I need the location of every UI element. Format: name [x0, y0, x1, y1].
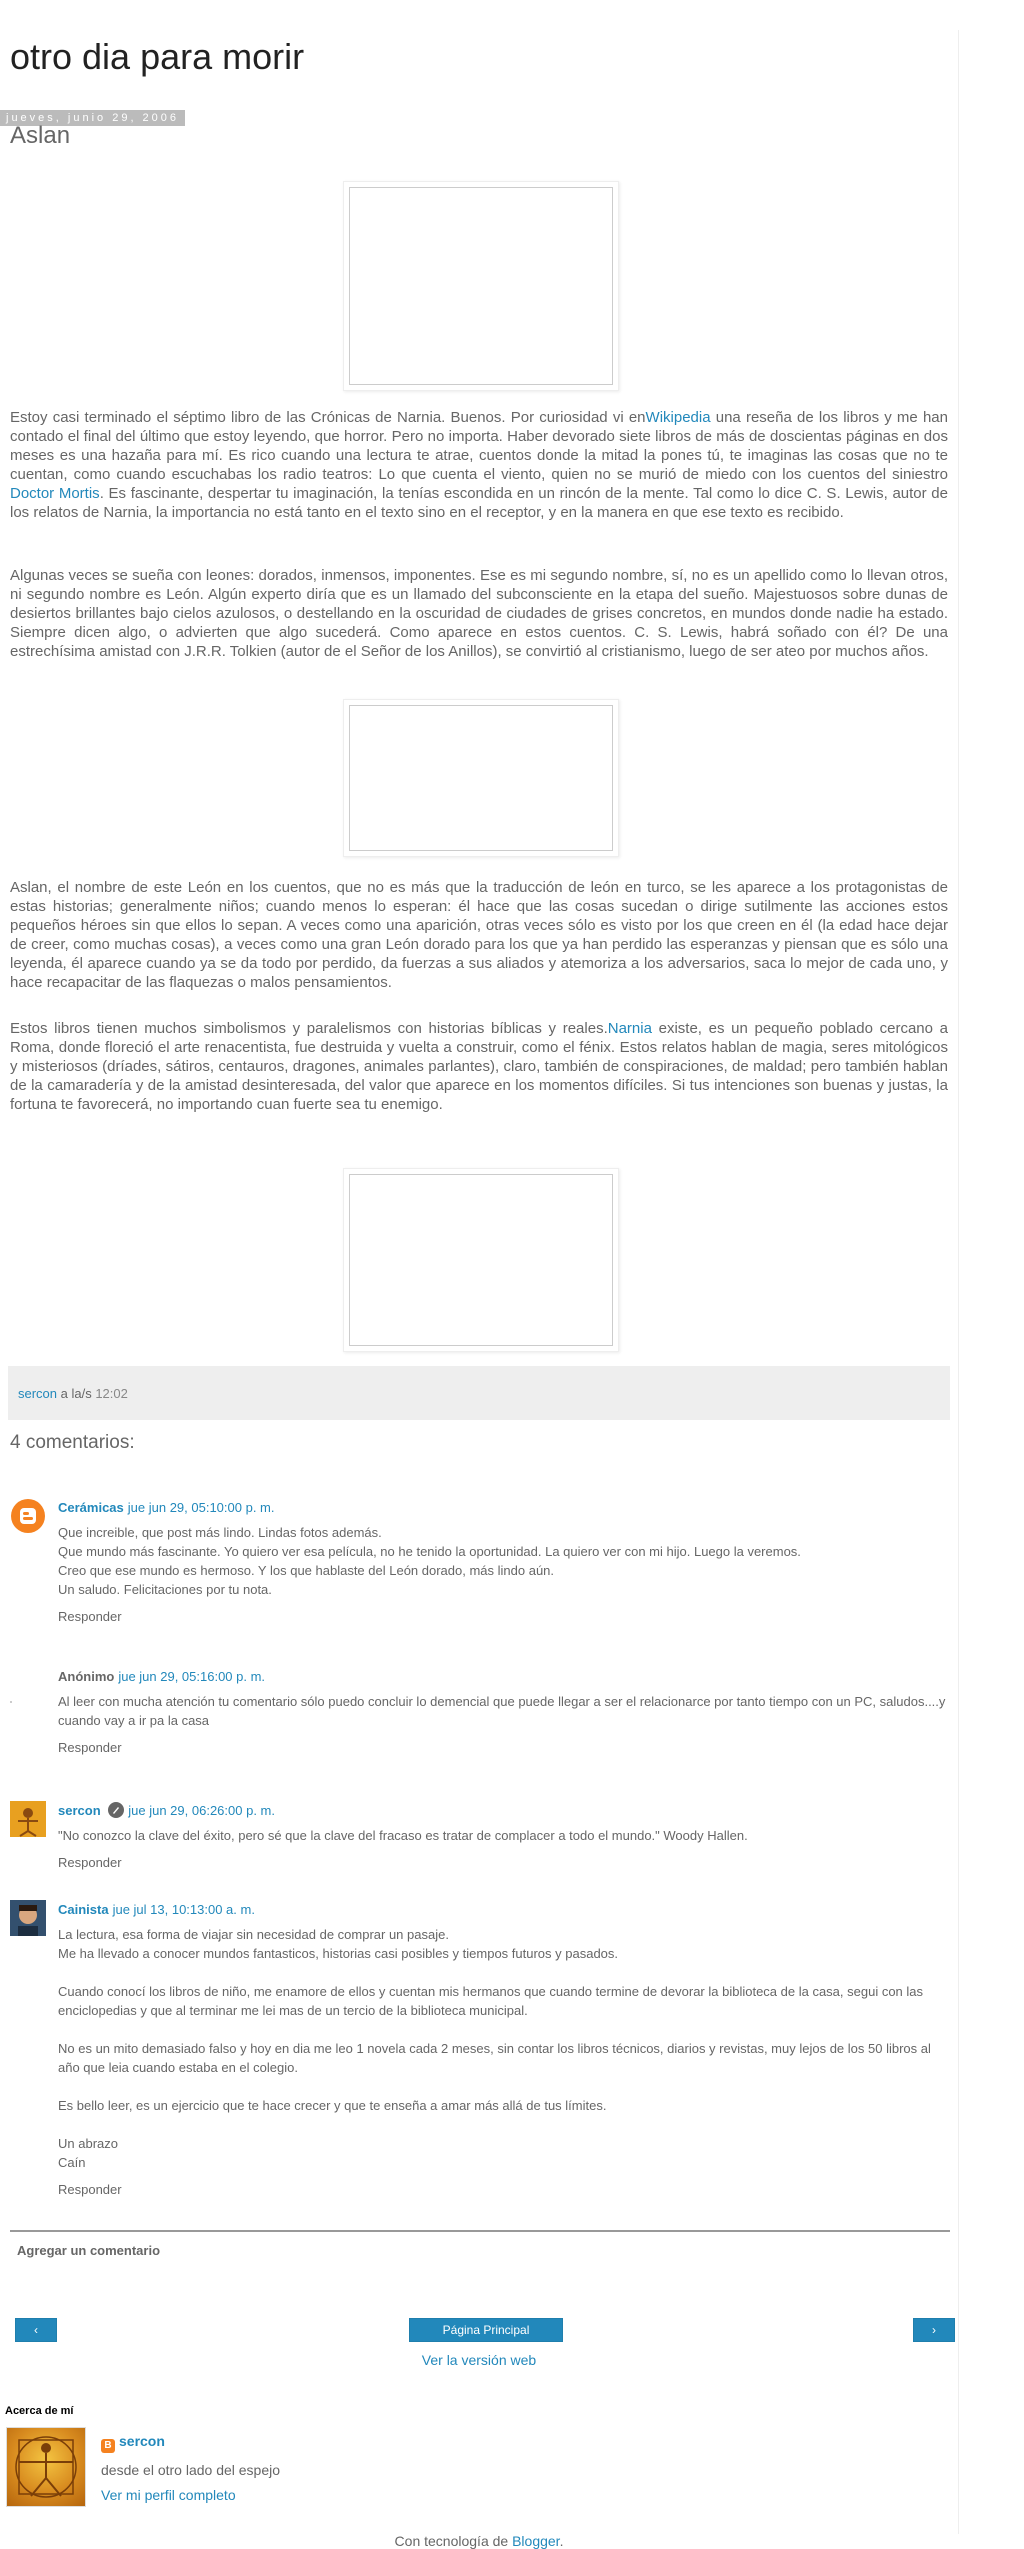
- comment-author: Anónimo: [58, 1669, 115, 1684]
- author-badge-icon: [108, 1802, 124, 1818]
- comment: [10, 1498, 950, 1624]
- profile-description: desde el otro lado del espejo: [101, 2462, 281, 2478]
- comment-text: Que increible, que post más lindo. Lindas fotos además. Que mundo más fascinante. Yo quiero ver esa película, no he tenido la oportunidad. La quiero ver con mi hijo. Luego la veremos. Creo que ese mundo es hermoso. Y los que hablaste del León dorado, más lindo aún. Un saludo. Felicitaciones por tu nota.: [58, 1525, 801, 1597]
- about-heading: Acerca de mí: [5, 2405, 74, 2417]
- post-image-3[interactable]: [343, 1168, 619, 1352]
- post-author-link[interactable]: sercon: [18, 1386, 58, 1401]
- comment-author[interactable]: Cainista: [58, 1902, 109, 1917]
- post-timestamp[interactable]: 12:02: [95, 1386, 128, 1401]
- home-button[interactable]: Página Principal: [409, 2318, 563, 2342]
- next-post-button[interactable]: ›: [913, 2318, 955, 2342]
- full-profile-link[interactable]: Ver mi perfil completo: [101, 2487, 236, 2503]
- reply-link[interactable]: Responder: [58, 1609, 122, 1624]
- blog-page: [0, 30, 959, 2549]
- comment-timestamp[interactable]: jue jun 29, 05:16:00 p. m.: [118, 1669, 266, 1684]
- reply-link[interactable]: Responder: [58, 1740, 122, 1755]
- post-paragraph-3: Aslan, el nombre de este León en los cuentos, que no es más que la traducción de león en turco, se les aparece a los protagonistas de estas historias; generalmente niños; cuando menos lo esperan: él hace que las cosas sucedan o dirige sutilmente las acciones estos pequeños héroes sin que ellos lo sepan. A veces como una aparición, otras veces sólo es visto por los que creen en él (la edad hace dejar de creer, como muchas cosas), a veces como una gran León dorado para los que ya han perdido las esperanzas y piensan que es sólo una leyenda, él aparece cuando ya se da todo por perdido, da fuerzas a sus aliados y atemoriza a los adversarios, saca lo mejor de cada uno, y hace recapacitar de las flaquezas o malos pensamientos.: [10, 879, 948, 991]
- anonymous-avatar-icon: [10, 1667, 46, 1703]
- comment-text: "No conozco la clave del éxito, pero sé que la clave del fracaso es tratar de complacer a todo el mundo." Woody Hallen.: [58, 1828, 748, 1843]
- powered-by: Con tecnología de Blogger.: [394, 2533, 564, 2549]
- blogger-link[interactable]: Blogger: [512, 2533, 560, 2549]
- comment-text: La lectura, esa forma de viajar sin necesidad de comprar un pasaje. Me ha llevado a conocer mundos fantasticos, historias casi posibles y tiempos futuros y pasados. Cuando conocí los libros de niño, me enamore de ellos y cuentan mis hermanos que cuando termine de devorar la biblioteca de la casa, segui con las enciclopedias y que al terminar me lei mas de un tercio de la biblioteca municipal. No es un mito demasiado falso y hoy en dia me leo 1 novela cada 2 meses, sin contar los libros técnicos, diarios y revistas, muy lejos de los 50 libros al año que leia cuando estaba en el colegio. Es bello leer, es un ejercicio que te hace crecer y que te enseña a amar más allá de tus límites. Un abrazo Caín: [58, 1927, 931, 2170]
- post-title: Aslan: [10, 122, 71, 149]
- narnia-link[interactable]: Narnia: [607, 1020, 652, 1037]
- blogger-icon: B: [101, 2439, 115, 2453]
- profile-photo[interactable]: [6, 2427, 86, 2507]
- post-paragraph-2: Algunas veces se sueña con leones: dorados, inmensos, imponentes. Ese es mi segundo nombre, sí, no es un apellido como lo llevan otros, ni segundo nombre es León. Algún experto diría que es un llamado del subconsciente en la etapa del sueño. Majestuosos sobre dunas de desiertos brillantes bajo cielos azulosos, o destellando en la oscuridad de ciudades de grises concretos, en mundos donde nadie ha estado. Siempre dicen algo, o advierten que algo sucederá. Como aparece en estos cuentos. C. S. Lewis, habrá soñado con él? De una estrechísima amistad con J.R.R. Tolkien (autor de el Señor de los Anillos), se convirtió al cristianismo, luego de ser ateo por muchos años.: [10, 567, 948, 660]
- blog-title[interactable]: otro dia para morir: [10, 36, 305, 77]
- post-paragraph-1: Estoy casi terminado el séptimo libro de las Crónicas de Narnia. Buenos. Por curiosidad vi enWikipedia una reseña de los libros y me han contado el final del último que estoy leyendo, que horror. Pero no importa. Haber devorado siete libros de más de doscientas páginas en dos meses es una hazaña para mí. Es rico cuando una lectura te atrae, cuentos donde la mitad la pones tú, te imaginas las cosas que no te cuentan, como cuando escuchabas los radio teatros: Lo que cuenta el viento, quien no se murió de miedo con los cuentos del siniestro Doctor Mortis. Es fascinante, despertar tu imaginación, la tenías escondida en un rincón de la mente. Tal como lo dice C. S. Lewis, autor de los relatos de Narnia, la importancia no está tanto en el texto sino en el receptor, y en la manera en que ese texto es recibido.: [10, 409, 948, 521]
- post-footer: sercon a la/s 12:02: [8, 1366, 950, 1420]
- post-image-2[interactable]: [343, 699, 619, 857]
- prev-post-button[interactable]: ‹: [15, 2318, 57, 2342]
- comment-timestamp[interactable]: jue jun 29, 05:10:00 p. m.: [127, 1500, 275, 1515]
- wikipedia-link[interactable]: Wikipedia: [645, 409, 711, 426]
- comments-heading: 4 comentarios:: [10, 1432, 135, 1453]
- comment-timestamp[interactable]: jue jul 13, 10:13:00 a. m.: [112, 1902, 255, 1917]
- comment-timestamp[interactable]: jue jun 29, 06:26:00 p. m.: [128, 1803, 275, 1818]
- post-date: jueves, junio 29, 2006: [0, 110, 185, 126]
- profile-name-link[interactable]: sercon: [119, 2433, 165, 2449]
- comment-author[interactable]: Cerámicas: [58, 1500, 124, 1515]
- web-version-link[interactable]: Ver la versión web: [421, 2352, 537, 2368]
- comment: [10, 1667, 950, 1755]
- user-avatar-icon[interactable]: [10, 1801, 46, 1837]
- comment-text: Al leer con mucha atención tu comentario sólo puedo concluir lo demencial que puede llegar a ser el relacionarce por tanto tiempo con un PC, saludos....y cuando vay a ir pa la casa: [58, 1694, 946, 1728]
- reply-link[interactable]: Responder: [58, 1855, 122, 1870]
- comments-divider: [10, 2230, 950, 2232]
- comment: [10, 1801, 950, 1871]
- post-image-1[interactable]: [343, 181, 619, 391]
- comment-author[interactable]: sercon: [58, 1803, 101, 1818]
- add-comment-link[interactable]: Agregar un comentario: [17, 2243, 161, 2258]
- comment: [10, 1900, 950, 2210]
- user-avatar-icon[interactable]: [10, 1900, 46, 1936]
- blogger-avatar-icon[interactable]: [10, 1498, 46, 1534]
- post-paragraph-4: Estos libros tienen muchos simbolismos y paralelismos con historias bíblicas y reales.Narnia existe, es un pequeño poblado cercano a Roma, donde floreció el arte renacentista, fue destruida y vuelta a construir, como el fénix. Estos relatos hablan de magia, seres mitológicos y misteriosos (dríades, sátiros, centauros, dragones, animales parlantes), claro, también de conspiraciones, de maldad; pero también hablan de la camaradería y de la amistad desinteresada, del valor que aparece en los momentos difíciles. Si tus intenciones son buenas y justas, la fortuna te favorecerá, no importando cuan fuerte sea tu enemigo.: [10, 1020, 948, 1113]
- doctor-mortis-link[interactable]: Doctor Mortis: [10, 485, 100, 502]
- reply-link[interactable]: Responder: [58, 2182, 122, 2197]
